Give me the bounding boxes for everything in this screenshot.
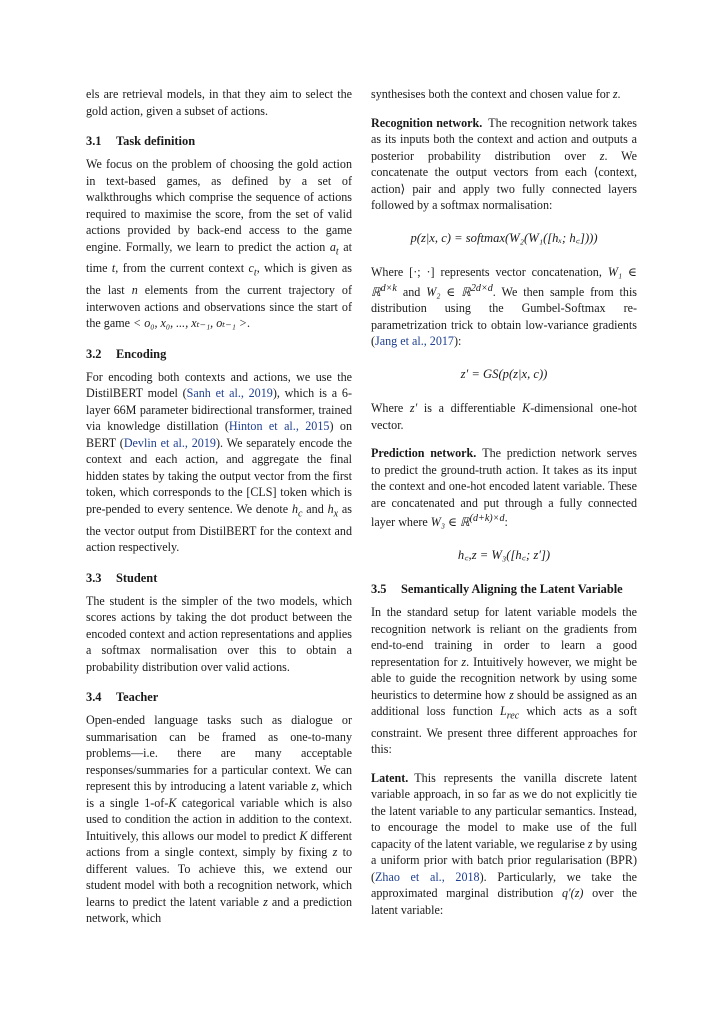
right-column: [371, 86, 637, 930]
citation-link[interactable]: Jang et al., 2017: [375, 334, 454, 349]
intro-paragraph: els are retrieval models, in that they aim to select the gold action, given a subset of actions.: [86, 87, 352, 118]
section-3-5-heading: 3.5 Semantically Aligning the Latent Variable: [371, 582, 623, 597]
citation-link[interactable]: Sanh et al., 2019: [186, 386, 273, 401]
citation-link[interactable]: Devlin et al., 2019: [123, 435, 216, 450]
semantic-alignment-paragraph: In the standard setup for latent variable models the recognition network is reliant on the gradients from end-to-end training in order to learn a good representation for z. Intuitively however, we might be able to guide the recognition network by using some heuristics to determine how z should be assigned as an additional loss function $L_{rec}$ which acts as a soft constraint. We present three different approaches for this:: [371, 605, 637, 757]
continuation-paragraph: synthesises both the context and chosen value for z.: [371, 87, 621, 101]
section-3-4-heading: 3.4 Teacher: [86, 690, 159, 705]
section-3-1-heading: [86, 133, 352, 149]
prediction-network-paragraph: Prediction network. The prediction network serves to predict the ground-truth action. It takes as its input the context and one-hot encoded latent variable. These are concatenated and put through a fully connected layer where W₃ ∈ ℝ$^{(d+k)\times d}$:: [371, 446, 637, 530]
section-number: 3.1: [86, 134, 102, 148]
encoding-paragraph: For encoding both contexts and actions, we use the DistilBERT model (Sanh et al., 2019), which is a 6-layer 66M parameter bidirectional transformer, trained via knowledge distillation (Hinton et al., 2015) on BERT (Devlin et al., 2019). We separately encode the context and each action, and aggregate the final hidden states by taking the output vector from the first token, which corresponds to the [CLS] token which is pre-pended to every sentence. We denote $h_c$ and $h_x$ as the vector output from DistilBERT for the context and action respectively.: [86, 369, 352, 555]
section-3-2-heading: 3.2 Encoding: [86, 346, 167, 361]
concatenation-paragraph: Where [·; ·] represents vector concatenation, W₁ ∈ ℝ$^{d\times k}$ and W₂ ∈ ℝ$^{2d\times d}$. We then sample from this distribution using the Gumbel-Softmax re-parametrization trick to obtain low-variance gradients (Jang et al., 2017):: [371, 265, 638, 349]
equation-gumbel: z′ = GS(p(z|x, c)): [460, 366, 548, 381]
section-title: Task definition: [116, 134, 196, 148]
teacher-paragraph: Open-ended language tasks such as dialogue or summarisation can be framed as one-to-many problems—i.e. there are many acceptable responses/summaries for a particular context. We can represent this by introducing a latent variable z, which is a single 1-of-K categorical variable which is also used to condition the action in addition to the context. Intuitively, this allows our model to predict K different actions from a single context, simply by fixing z to different values. To achieve this, we extend our student model with both a recognition network, which learns to predict the latent variable z and a prediction network, which: [86, 713, 353, 926]
citation-link[interactable]: Zhao et al., 2018: [375, 869, 480, 884]
section-3-3-heading: 3.3 Student: [86, 570, 158, 585]
citation-link[interactable]: Hinton et al., 2015: [228, 419, 330, 434]
equation-prediction: h꜀,z = W₃([h꜀; z′]): [457, 547, 551, 562]
paragraph-heading: Recognition network.: [371, 115, 483, 130]
equation-posterior: p(z|x, c) = softmax(W₂(W₁([hₓ; h꜀]))): [410, 230, 598, 245]
one-hot-paragraph: Where z′ is a differentiable K-dimensional one-hot vector.: [371, 401, 637, 432]
left-column: [86, 86, 352, 939]
task-definition-paragraph: We focus on the problem of choosing the gold action in text-based games, as defined by a set of walkthroughs which comprise the sequence of actions required to maximise the score, from the set of valid actions provided by back-end access to the game engine. Formally, we learn to predict the action $a_t$ at time t, from the current context $c_t$, which is given as the last n elements from the current trajectory of interwoven actions and observations since the start of the game < o₀, x₀, ..., xₜ₋₁, oₜ₋₁ >.: [86, 157, 352, 331]
recognition-network-paragraph: Recognition network. The recognition network takes as its inputs both the context and action and outputs a posterior probability distribution over z. We concatenate the output vectors from each ⟨context, action⟩ pair and apply two fully connected layers followed by a softmax normalisation:: [371, 115, 637, 212]
student-paragraph: The student is the simpler of the two models, which scores actions by taking the dot product between the encoded context and action representations and applies a softmax normalisation over this to obtain a probability distribution over valid actions.: [86, 593, 352, 674]
latent-paragraph: Latent. This represents the vanilla discrete latent variable approach, in so far as we do not explicitly tie the latent variable to any particular semantics. Instead, to encourage the model to make use of the full capacity of the latent variable, we regularise z by using a uniform prior with batch prior regularisation (BPR) (Zhao et al., 2018). Particularly, we take the approximated marginal distribution q′(z) over the latent variable:: [371, 770, 638, 917]
